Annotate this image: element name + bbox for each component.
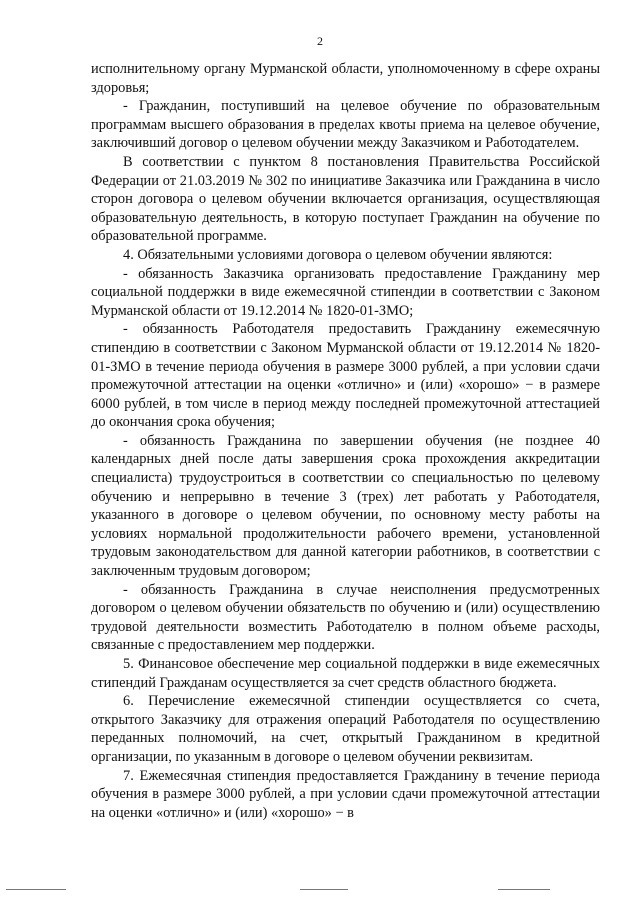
paragraph-item-4-heading: 4. Обязательными условиями договора о целевом обучении являются: <box>123 246 553 263</box>
paragraph-citizen-party: - Гражданин, поступивший на целевое обучение по образовательным программам высшего образования в пределах квоты приема на целевое обучение, заключивший договор о целевом обучении между Заказчиком и Работодателем. <box>91 98 600 152</box>
paragraph-employer-obligation: - обязанность Работодателя предоставить Гражданину ежемесячную стипендию в соответствии с Законом Мурманской области от 19.12.2014 № 1820-01-ЗМО в течение периода обучения в размере 3000 рублей, а при условии сдачи промежуточной аттестации на оценки «отлично» и (или) «хорошо» − в размере 6000 рублей, в том числе в период между последней промежуточной аттестацией до окончания срока обучения; <box>91 321 600 431</box>
paragraph-government-decree: В соответствии с пунктом 8 постановления Правительства Российской Федерации от 21.03.2019 № 302 по инициативе Заказчика или Гражданина в число сторон договора о целевом обучении включается организация, осуществляющая образовательную деятельность, в которую поступает Гражданин на обучение по образовательной программе. <box>91 153 600 245</box>
paragraph-citizen-reimbursement-obligation: - обязанность Гражданина в случае неисполнения предусмотренных договором о целевом обучении обязательств по обучению и (или) осуществлению трудовой деятельности возместить Работодателю в полном объеме расходы, связанные с предоставлением мер поддержки. <box>91 581 600 654</box>
scan-mark-left <box>6 889 66 890</box>
paragraph-item-7-stipend: 7. Ежемесячная стипендия предоставляется Гражданину в течение периода обучения в размере 3000 рублей, а при условии сдачи промежуточной аттестации на оценки «отлично» и (или) «хорошо» − в <box>91 767 600 821</box>
scan-mark-right <box>498 889 550 890</box>
scan-mark-center <box>300 889 348 890</box>
paragraph-item-5-funding: 5. Финансовое обеспечение мер социальной поддержки в виде ежемесячных стипендий Гражданам осуществляется за счет средств областного бюджета. <box>91 656 600 691</box>
paragraph-item-6-transfer: 6. Перечисление ежемесячной стипендии осуществляется со счета, открытого Заказчику для отражения операций Работодателя по осуществлению переданных полномочий, на счет, открытый Гражданином в кредитной организации, по указанным в договоре о целевом обучении реквизитам. <box>91 693 600 765</box>
page-number: 2 <box>317 34 323 48</box>
paragraph-continuation: исполнительному органу Мурманской области, уполномоченному в сфере охраны здоровья; <box>91 61 600 96</box>
paragraph-customer-obligation: - обязанность Заказчика организовать предоставление Гражданину мер социальной поддержки в виде ежемесячной стипендии в соответствии с Законом Мурманской области от 19.12.2014 № 1820-01-ЗМО; <box>91 265 600 319</box>
paragraph-citizen-employment-obligation: - обязанность Гражданина по завершении обучения (не позднее 40 календарных дней после даты завершения срока прохождения аккредитации специалиста) трудоустроиться в соответствии со специальностью по целевому обучению и непрерывно в течение 3 (трех) лет работать у Работодателя, указанного в договоре о целевом обучении, по основному месту работы на условиях нормальной продолжительности рабочего времени, установленной трудовым законодательством для данной категории работников, в соответствии с заключенным трудовым договором; <box>91 432 600 580</box>
document-body <box>91 60 600 822</box>
